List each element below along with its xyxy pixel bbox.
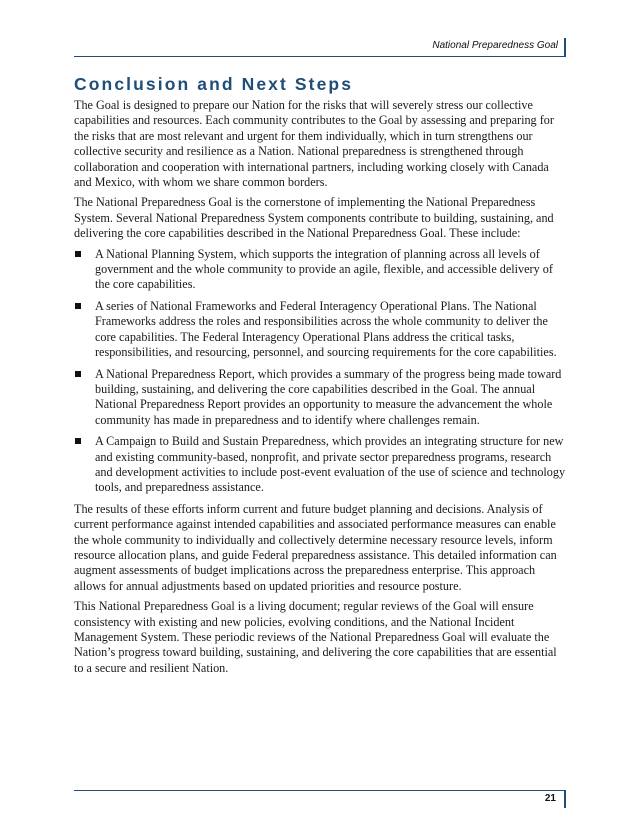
components-list <box>74 247 566 496</box>
section-title: Conclusion and Next Steps <box>74 74 354 94</box>
body-paragraph: This National Preparedness Goal is a living document; regular reviews of the Goal will ensure consistency with existing and new policies, evolving conditions, and the National Incident Management System. These periodic reviews of the National Preparedness Goal will evaluate the Nation’s progress toward building, sustaining, and delivering the core capabilities that are essential to a secure and resilient Nation. <box>74 599 557 675</box>
list-item <box>74 367 566 429</box>
list-item-text: A series of National Frameworks and Federal Interagency Operational Plans. The National Frameworks address the roles and responsibilities across the whole community to deliver the core capabilities. The Federal Interagency Operational Plans address the critical tasks, responsibilities, and resourcing, personnel, and sourcing requirements for the core capabilities. <box>95 298 557 360</box>
square-bullet-icon <box>75 251 81 257</box>
list-item-text: A Campaign to Build and Sustain Preparedness, which provides an integrating structure for new and existing community-based, nonprofit, and private sector preparedness programs, research and development activities to include post-event evaluation of the use of science and technology tools, and preparedness assistance. <box>95 434 566 495</box>
square-bullet-icon <box>75 303 81 309</box>
list-item-text: A National Planning System, which supports the integration of planning across all levels of government and the whole community to provide an agile, flexible, and accessible delivery of the core capabilities. <box>95 246 553 292</box>
list-item <box>74 434 566 496</box>
document-body <box>74 98 566 681</box>
square-bullet-icon <box>75 438 81 444</box>
header-accent-bar <box>564 38 566 57</box>
square-bullet-icon <box>75 371 81 377</box>
running-header-title: National Preparedness Goal <box>432 40 558 51</box>
footer-accent-bar <box>564 790 566 808</box>
page-footer <box>74 790 566 808</box>
list-item <box>74 299 566 361</box>
list-item <box>74 247 566 293</box>
body-paragraph: The results of these efforts inform current and future budget planning and decisions. Analysis of current performance against intended capabilities and associated performance measures can enable the whole community to individually and collectively determine necessary resource levels, inform resource allocation plans, and guide Federal preparedness assistance. This detailed information can augment assessments of budget implications across the preparedness enterprise. This approach allows for annual adjustments based on updated priorities and resource posture. <box>74 501 557 593</box>
page-header <box>74 38 566 57</box>
page-number: 21 <box>544 793 556 804</box>
body-paragraph: The Goal is designed to prepare our Nation for the risks that will severely stress our collective capabilities and resources. Each community contributes to the Goal by assessing and preparing for the risks that are most relevant and urgent for them individually, which in turn strengthens our collective security and resilience as a Nation. National preparedness is strengthened through collaboration and cooperation with international partners, including working closely with Canada and Mexico, with whom we share common borders. <box>74 98 554 190</box>
list-item-text: A National Preparedness Report, which provides a summary of the progress being made toward building, sustaining, and delivering the core capabilities described in the Goal. The annual National Preparedness Report provides an opportunity to measure the advancement the whole community has made in preparedness and to identify where challenges remain. <box>95 366 562 427</box>
body-paragraph: The National Preparedness Goal is the cornerstone of implementing the National Preparedness System. Several National Preparedness System components contribute to building, sustaining, and delivering the core capabilities described in the National Preparedness Goal. These include: <box>74 195 554 241</box>
